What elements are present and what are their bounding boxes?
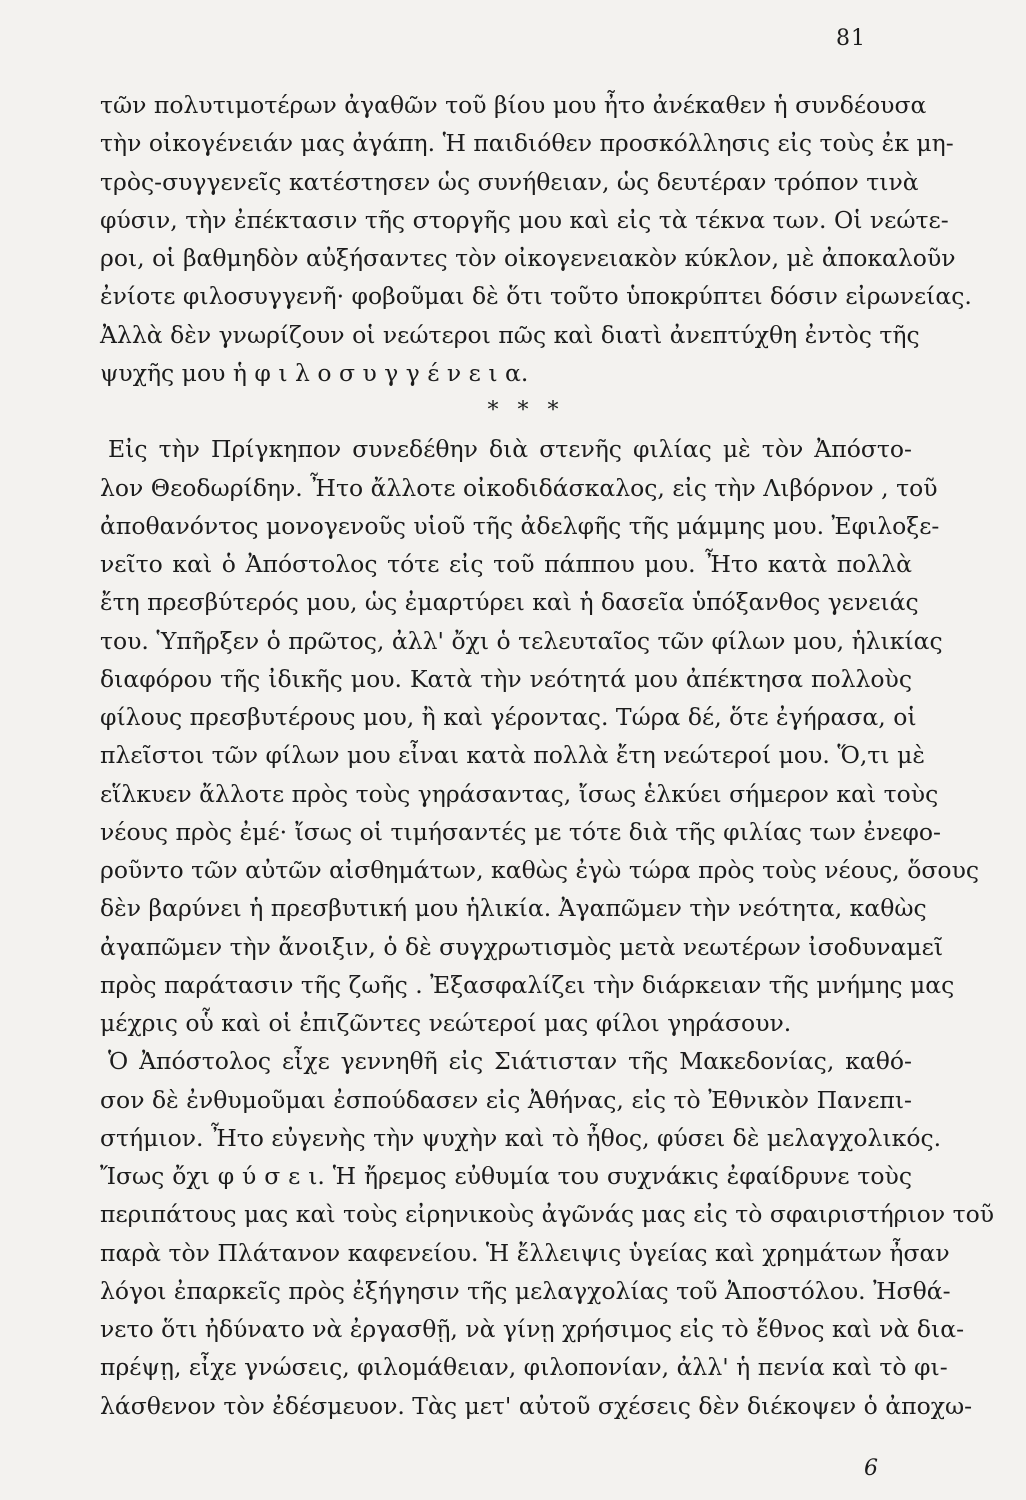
text-line: Ἴσως ὄχι φ ύ σ ε ι. Ἡ ἤρεμος εὐθυμία του συχνάκις ἐφαίδρυνε τοὺς (100, 1162, 912, 1190)
text-line: τρὸς-συγγενεῖς κατέστησεν ὡς συνήθειαν, ὡς δευτέραν τρόπον τινὰ (100, 167, 919, 196)
text-line: Ὁ Ἀπόστολος εἶχε γεννηθῆ εἰς Σιάτισταν τῆς Μακεδονίας, καθό- (108, 1047, 912, 1076)
text-line: Εἰς τὴν Πρίγκηπον συνεδέθην διὰ στενῆς φιλίας μὲ τὸν Ἀπόστο- (108, 435, 912, 464)
text-line: σον δὲ ἐνθυμοῦμαι ἐσπούδασεν εἰς Ἀθήνας, εἰς τὸ Ἐθνικὸν Πανεπι- (100, 1085, 912, 1114)
text-line: ἀγαπῶμεν τὴν ἄνοιξιν, ὁ δὲ συγχρωτισμὸς μετὰ νεωτέρων ἰσοδυναμεῖ (100, 932, 944, 961)
text-line: νεῖτο καὶ ὁ Ἀπόστολος τότε εἰς τοῦ πάππου μου. Ἦτο κατὰ πολλὰ (100, 550, 912, 578)
text-line: λον Θεοδωρίδην. Ἦτο ἄλλοτε οἰκοδιδάσκαλος, εἰς τὴν Λιβόρνον , τοῦ (100, 473, 938, 502)
text-line: εἵλκυεν ἄλλοτε πρὸς τοὺς γηράσαντας, ἴσως ἑλκύει σήμερον καὶ τοὺς (100, 779, 939, 808)
text-line: μέχρις οὗ καὶ οἱ ἐπιζῶντες νεώτεροί μας φίλοι γηράσουν. (100, 1009, 792, 1037)
text-line: νετο ὅτι ἠδύνατο νὰ ἐργασθῇ, νὰ γίνῃ χρήσιμος εἰς τὸ ἔθνος καὶ νὰ δια- (100, 1315, 965, 1343)
text-line: πρέψῃ, εἶχε γνώσεις, φιλομάθειαν, φιλοπονίαν, ἀλλ' ἡ πενία καὶ τὸ φι- (100, 1353, 948, 1382)
text-line: διαφόρου τῆς ἰδικῆς μου. Κατὰ τὴν νεότητά μου ἀπέκτησα πολλοὺς (100, 664, 912, 693)
text-line: λόγοι ἐπαρκεῖς πρὸς ἐξήγησιν τῆς μελαγχολίας τοῦ Ἀποστόλου. Ἠσθά- (100, 1276, 951, 1305)
text-line: τὴν οἰκογένειάν μας ἀγάπη. Ἡ παιδιόθεν προσκόλλησις εἰς τοὺς ἐκ μη- (100, 129, 954, 158)
text-line: δὲν βαρύνει ἡ πρεσβυτική μου ἡλικία. Ἀγαπῶμεν τὴν νεότητα, καθὼς (100, 894, 927, 923)
text-line: ροι, οἱ βαθμηδὸν αὐξήσαντες τὸν οἰκογενειακὸν κύκλον, μὲ ἀποκαλοῦν (100, 244, 956, 272)
text-line: νέους πρὸς ἐμέ· ἴσως οἱ τιμήσαντές με τότε διὰ τῆς φιλίας των ἐνεφο- (100, 817, 941, 846)
body-text (100, 86, 995, 1425)
text-line: ἔτη πρεσβύτερός μου, ὡς ἐμαρτύρει καὶ ἡ δασεῖα ὑπόξανθος γενειάς (100, 588, 919, 617)
text-line: στήμιον. Ἦτο εὐγενὴς τὴν ψυχὴν καὶ τὸ ἦθος, φύσει δὲ μελαγχολικός. (100, 1123, 942, 1152)
text-line: παρὰ τὸν Πλάτανον καφενείου. Ἡ ἔλλειψις ὑγείας καὶ χρημάτων ἦσαν (100, 1238, 950, 1267)
text-line: φίλους πρεσβυτέρους μου, ἢ καὶ γέροντας. Τώρα δέ, ὅτε ἐγήρασα, οἱ (100, 703, 917, 731)
text-line: ψυχῆς μου ἡ φ ι λ ο σ υ γ γ έ ν ε ι α. (100, 358, 529, 387)
text-line: πρὸς παράτασιν τῆς ζωῆς . Ἐξασφαλίζει τὴν διάρκειαν τῆς μνήμης μας (100, 970, 955, 999)
page-number: 81 (836, 26, 866, 51)
section-separator: * * * (487, 398, 565, 423)
text-line: περιπάτους μας καὶ τοὺς εἰρηνικοὺς ἀγῶνάς μας εἰς τὸ σφαιριστήριον τοῦ (100, 1200, 995, 1229)
text-line: ἐνίοτε φιλοσυγγενῆ· φοβοῦμαι δὲ ὅτι τοῦτο ὑποκρύπτει δόσιν εἰρωνείας. (100, 282, 972, 311)
text-line: λάσθενον τὸν ἐδέσμευον. Τὰς μετ' αὐτοῦ σχέσεις δὲν διέκοψεν ὁ ἀποχω- (100, 1391, 973, 1420)
text-line: ροῦντο τῶν αὐτῶν αἰσθημάτων, καθὼς ἐγὼ τώρα πρὸς τοὺς νέους, ὅσους (100, 856, 980, 884)
text-line: φύσιν, τὴν ἐπέκτασιν τῆς στοργῆς μου καὶ εἰς τὰ τέκνα των. Οἱ νεώτε- (100, 205, 949, 234)
signature-mark: 6 (864, 1456, 878, 1481)
text-line: πλεῖστοι τῶν φίλων μου εἶναι κατὰ πολλὰ ἔτη νεώτεροί μου. Ὅ,τι μὲ (100, 741, 925, 770)
text-line: τῶν πολυτιμοτέρων ἀγαθῶν τοῦ βίου μου ἦτο ἀνέκαθεν ἡ συνδέουσα (100, 91, 927, 119)
text-line: Ἀλλὰ δὲν γνωρίζουν οἱ νεώτεροι πῶς καὶ διατὶ ἀνεπτύχθη ἐντὸς τῆς (100, 320, 920, 349)
text-line: ἀποθανόντος μονογενοῦς υἱοῦ τῆς ἀδελφῆς τῆς μάμμης μου. Ἐφιλοξε- (100, 511, 940, 540)
text-line: του. Ὑπῆρξεν ὁ πρῶτος, ἀλλ' ὄχι ὁ τελευταῖος τῶν φίλων μου, ἡλικίας (100, 626, 943, 655)
